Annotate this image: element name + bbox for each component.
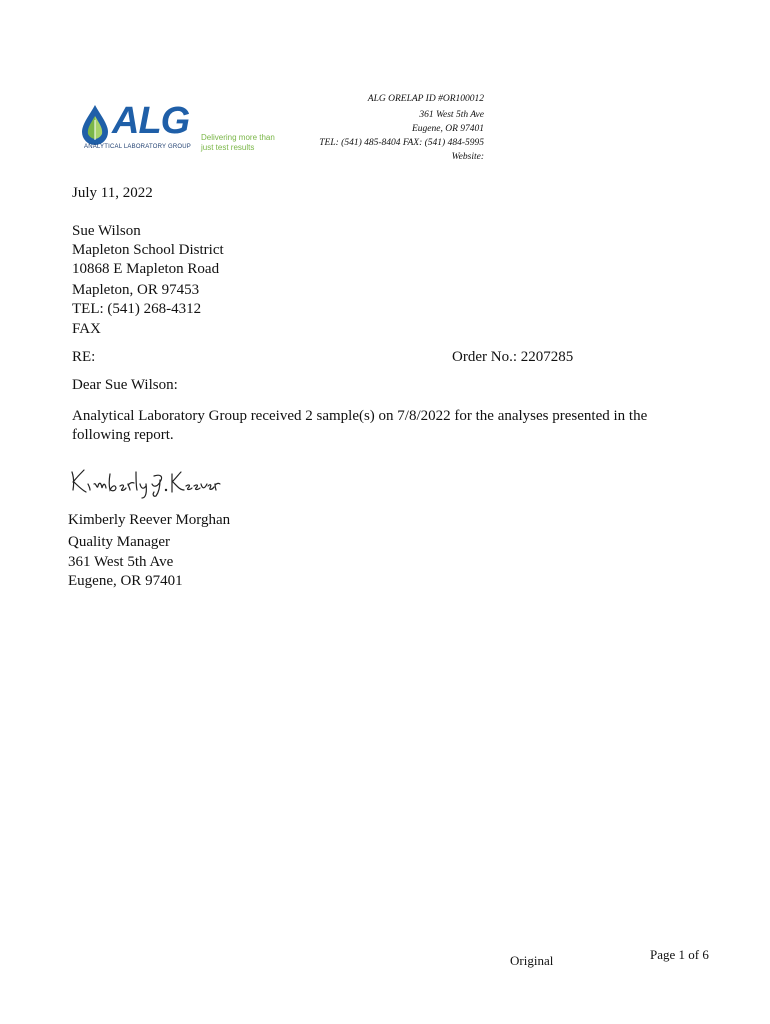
recipient-city: Mapleton, OR 97453 <box>72 282 200 298</box>
header-orelap-id: ALG ORELAP ID #OR100012 <box>367 94 484 104</box>
logo-subtitle: ANALYTICAL LABORATORY GROUP <box>84 144 191 150</box>
logo-wordmark: ALG <box>112 100 190 142</box>
footer-original: Original <box>510 953 554 968</box>
header-city: Eugene, OR 97401 <box>411 124 484 134</box>
company-logo <box>80 100 280 156</box>
recipient-street: 10868 E Mapleton Road <box>72 261 220 277</box>
signer-city: Eugene, OR 97401 <box>68 573 183 589</box>
order-number: Order No.: 2207285 <box>452 349 574 365</box>
body-line-1: Analytical Laboratory Group received 2 sample(s) on 7/8/2022 for the analyses presented in the <box>72 408 648 424</box>
letter-date: July 11, 2022 <box>72 185 153 201</box>
logo-tagline <box>201 133 275 153</box>
water-drop-icon <box>80 104 110 146</box>
body-line-2: following report. <box>72 427 174 443</box>
header-street: 361 West 5th Ave <box>419 110 484 120</box>
footer-page-number: Page 1 of 6 <box>650 947 709 962</box>
handwritten-signature <box>68 462 238 502</box>
logo-tagline-line1: Delivering more than <box>201 133 275 142</box>
signer-street: 361 West 5th Ave <box>68 554 174 570</box>
header-phone-fax: TEL: (541) 485-8404 FAX: (541) 484-5995 <box>319 138 484 148</box>
signer-title: Quality Manager <box>68 534 171 550</box>
signer-name: Kimberly Reever Morghan <box>68 512 231 528</box>
re-label: RE: <box>72 349 96 365</box>
recipient-fax: FAX <box>72 321 101 337</box>
recipient-tel: TEL: (541) 268-4312 <box>72 301 202 317</box>
salutation: Dear Sue Wilson: <box>72 377 178 393</box>
logo-tagline-line2: just test results <box>201 143 255 152</box>
recipient-name: Sue Wilson <box>72 223 141 239</box>
recipient-organization: Mapleton School District <box>72 242 224 258</box>
header-website: Website: <box>451 152 484 162</box>
